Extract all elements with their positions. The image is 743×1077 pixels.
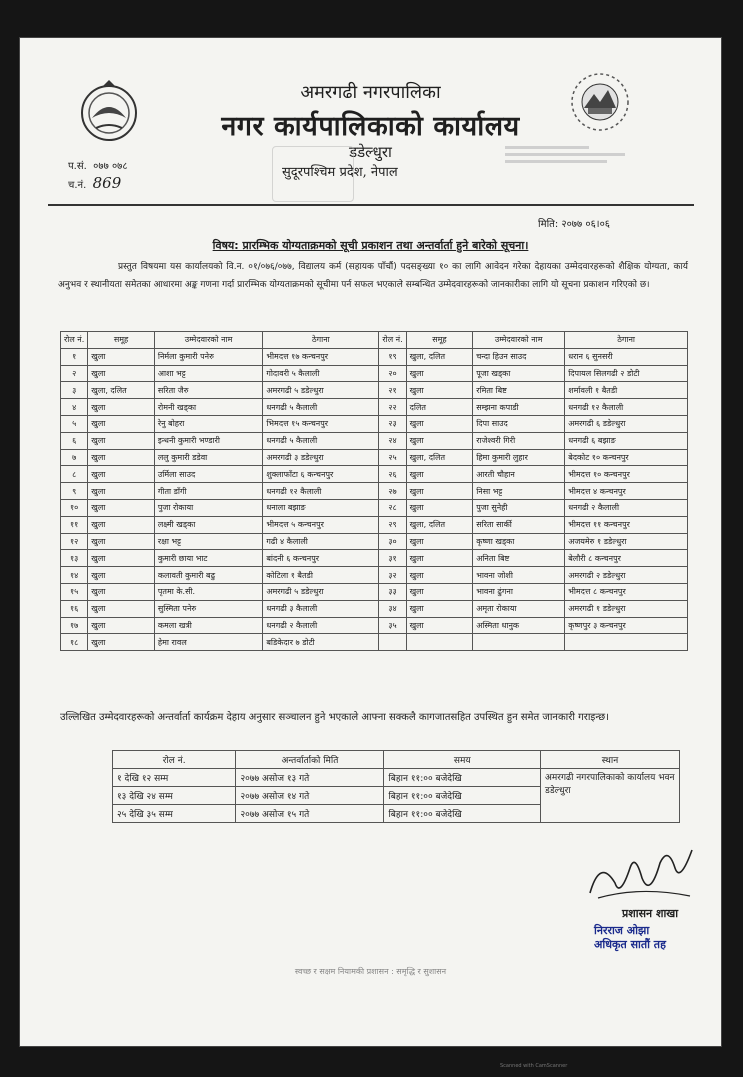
candidate-row — [61, 583, 688, 600]
cell-candidate-name: राजेश्वरी गिरी — [473, 432, 565, 449]
cell-roll-number: १५ — [61, 583, 88, 600]
cell-address — [565, 634, 688, 651]
header-roll: रोल नं. — [61, 332, 88, 349]
notice-paragraph: प्रस्तुत विषयमा यस कार्यालयको वि.न. ०१/०७६/०७७, विद्यालय कर्म (सहायक पाँचौं) पदसङ्ख्या १० का लागि आवेदन गरेका देहायका उम्मेदवारहरूको शैक्षिक योग्यता, कार्य अनुभव र स्थानीयता समेतका आधारमा अङ्क गणना गर्दा प्रारम्भिक योग्यताक्रमको सूचीमा पर्न सफल भएकाले सम्बन्धित उम्मेदवारहरूको जानकारीका लागि यो सूचना प्रकाशन गरिएको छ। — [58, 262, 688, 290]
cell-address: धनगढी २ कैलाली — [565, 499, 688, 516]
cell-roll-number: १२ — [61, 533, 88, 550]
cell-group: खुला — [406, 617, 473, 634]
ps-value: ०७७ ०७८ — [93, 161, 128, 172]
cell-roll-number: ९ — [61, 483, 88, 500]
cell-address: गोदावरी ५ कैलाली — [263, 365, 379, 382]
scanned-document-page — [20, 38, 721, 1069]
cell-roll-number: १० — [61, 499, 88, 516]
cell-group: खुला — [88, 583, 155, 600]
cell-group: खुला, दलित — [406, 516, 473, 533]
cell-group: खुला — [406, 432, 473, 449]
header-roll: रोल नं. — [379, 332, 406, 349]
schedule-header-venue: स्थान — [541, 751, 680, 769]
cell-group: खुला — [406, 365, 473, 382]
signatory-title: अधिकृत सातौं तह — [594, 938, 666, 951]
cell-address: भिमदत्त १५ कन्चनपुर — [263, 415, 379, 432]
interview-schedule-table — [112, 750, 680, 823]
cell-candidate-name: ललु कुमारी डडेवा — [154, 449, 262, 466]
cell-address: अजयमेरु १ डडेल्धुरा — [565, 533, 688, 550]
cell-roll-number: २९ — [379, 516, 406, 533]
schedule-header — [113, 751, 680, 769]
cell-roll-number: ७ — [61, 449, 88, 466]
cell-group: खुला — [406, 382, 473, 399]
cell-candidate-name: सरिता सार्की — [473, 516, 565, 533]
header-group: समूह — [88, 332, 155, 349]
cell-roll-number: १८ — [61, 634, 88, 651]
cell-roll-number: २६ — [379, 466, 406, 483]
schedule-header-date: अन्तर्वार्ताको मिति — [236, 751, 384, 769]
cell-address: अमरगढी ५ डडेल्धुरा — [263, 583, 379, 600]
cell-group: खुला — [88, 415, 155, 432]
schedule-row — [113, 769, 680, 787]
cell-address: धनगढी ५ कैलाली — [263, 432, 379, 449]
cell-address: बेलौरी ८ कन्चनपुर — [565, 550, 688, 567]
cell-address: दिपायल सिलगढी २ डोटी — [565, 365, 688, 382]
cell-candidate-name: निसा भट्ट — [473, 483, 565, 500]
cell-candidate-name: सुस्मिता पनेरु — [154, 600, 262, 617]
cell-group: खुला — [406, 533, 473, 550]
cell-roll-number: ३ — [61, 382, 88, 399]
cell-roll-number: ३३ — [379, 583, 406, 600]
cell-candidate-name: रक्षा भट्ट — [154, 533, 262, 550]
candidate-row — [61, 365, 688, 382]
cell-candidate-name: अस्मिता धानुक — [473, 617, 565, 634]
cell-group: खुला, दलित — [406, 449, 473, 466]
candidate-table — [60, 331, 688, 651]
document-date: मिति: २०७७ ०६।०६ — [538, 219, 610, 230]
cell-address: बेदकोट १० कन्चनपुर — [565, 449, 688, 466]
candidate-row — [61, 600, 688, 617]
cell-address: धनगढी ३ कैलाली — [263, 600, 379, 617]
cell-group: खुला — [406, 567, 473, 584]
cell-group: खुला — [88, 449, 155, 466]
schedule-roll: १३ देखि २४ सम्म — [113, 787, 236, 805]
cell-roll-number: ६ — [61, 432, 88, 449]
cell-candidate-name: पुजा सुनेही — [473, 499, 565, 516]
cell-candidate-name: अनिता बिष्ट — [473, 550, 565, 567]
cell-address: बांदनी ६ कन्चनपुर — [263, 550, 379, 567]
candidate-row — [61, 499, 688, 516]
ps-label: प.सं. — [68, 161, 87, 172]
candidate-row — [61, 466, 688, 483]
handwritten-signature — [580, 838, 700, 908]
cell-address: भीमदत्त ११ कन्चनपुर — [565, 516, 688, 533]
contact-block-faint — [505, 142, 625, 172]
candidate-row — [61, 634, 688, 651]
cell-group: दलित — [406, 399, 473, 416]
cell-roll-number: १७ — [61, 617, 88, 634]
cell-candidate-name: आशा भट्ट — [154, 365, 262, 382]
cell-candidate-name: सम्झना कपाडी — [473, 399, 565, 416]
cell-roll-number — [379, 634, 406, 651]
candidate-row — [61, 483, 688, 500]
cn-value: 869 — [92, 174, 122, 192]
candidate-row — [61, 348, 688, 365]
office-stamp — [272, 146, 354, 202]
interview-note: उल्लिखित उम्मेदवारहरूको अन्तर्वार्ता कार्यक्रम देहाय अनुसार सञ्चालन हुने भएकाले आफ्ना सक्कलै कागजातसहित उपस्थित हुन समेत जानकारी गराइन्छ। — [60, 712, 609, 723]
candidate-row — [61, 399, 688, 416]
cell-address: भीमदत्त १७ कन्चनपुर — [263, 348, 379, 365]
office-place: डडेल्धुरा — [349, 143, 392, 161]
cell-address: गढी ४ कैलाली — [263, 533, 379, 550]
cell-candidate-name: इन्धनी कुमारी भण्डारी — [154, 432, 262, 449]
municipality-name: अमरगढी नगरपालिका — [300, 82, 441, 103]
candidate-row — [61, 432, 688, 449]
cell-candidate-name: हिमा कुमारी लुहार — [473, 449, 565, 466]
schedule-header-time: समय — [384, 751, 541, 769]
cell-roll-number: ५ — [61, 415, 88, 432]
header-rule — [48, 204, 694, 206]
cell-group: खुला, दलित — [88, 382, 155, 399]
cell-group: खुला — [88, 567, 155, 584]
cell-group: खुला, दलित — [406, 348, 473, 365]
schedule-venue: अमरगढी नगरपालिकाको कार्यालय भवन डडेल्धुरा — [541, 769, 680, 823]
cell-group: खुला — [88, 399, 155, 416]
signatory-stamp — [594, 924, 666, 952]
candidate-row — [61, 382, 688, 399]
schedule-roll: २५ देखि ३५ सम्म — [113, 805, 236, 823]
cell-roll-number: २ — [61, 365, 88, 382]
candidate-row — [61, 617, 688, 634]
cell-address: धनगढी ६ बझाङ — [565, 432, 688, 449]
cell-candidate-name: भावना जोशी — [473, 567, 565, 584]
cell-roll-number: ३४ — [379, 600, 406, 617]
cell-group: खुला — [406, 499, 473, 516]
cell-address: भीमदत्त १० कन्चनपुर — [565, 466, 688, 483]
cell-address: कोटिला १ बैतडी — [263, 567, 379, 584]
cell-address: धरान ६ सुनसरी — [565, 348, 688, 365]
schedule-roll: १ देखि १२ सम्म — [113, 769, 236, 787]
cell-roll-number: २३ — [379, 415, 406, 432]
cell-address: बडिकेदार ७ डोटी — [263, 634, 379, 651]
cell-roll-number: १४ — [61, 567, 88, 584]
notice-subject: विषय: प्रारम्भिक योग्यताक्रमको सूची प्रकाशन तथा अन्तर्वार्ता हुने बारेको सूचना। — [212, 239, 529, 252]
cell-group: खुला — [406, 583, 473, 600]
candidate-row — [61, 533, 688, 550]
cell-roll-number: २५ — [379, 449, 406, 466]
cell-address: अमरगढी १ डडेल्धुरा — [565, 600, 688, 617]
office-name: नगर कार्यपालिकाको कार्यालय — [221, 111, 520, 142]
cell-group: खुला — [88, 600, 155, 617]
schedule-date: २०७७ असोज १५ गते — [236, 805, 384, 823]
schedule-time: बिहान ११:०० बजेदेखि — [384, 805, 541, 823]
cell-candidate-name: कृष्णा खड्का — [473, 533, 565, 550]
cell-address: धनगढी १२ कैलाली — [263, 483, 379, 500]
schedule-time: बिहान ११:०० बजेदेखि — [384, 769, 541, 787]
candidate-row — [61, 550, 688, 567]
candidate-row — [61, 415, 688, 432]
header-name: उम्मेदवारको नाम — [473, 332, 565, 349]
cell-candidate-name: आरती चौहान — [473, 466, 565, 483]
cell-roll-number: ३१ — [379, 550, 406, 567]
cell-candidate-name: सरिता जैरु — [154, 382, 262, 399]
cell-roll-number: १ — [61, 348, 88, 365]
cell-candidate-name: उर्मिला साउद — [154, 466, 262, 483]
header-group: समूह — [406, 332, 473, 349]
cell-group: खुला — [406, 466, 473, 483]
cell-roll-number: ११ — [61, 516, 88, 533]
cell-roll-number: २७ — [379, 483, 406, 500]
cell-candidate-name: अमृता रोकाया — [473, 600, 565, 617]
cell-roll-number: ३५ — [379, 617, 406, 634]
header-name: उम्मेदवारको नाम — [154, 332, 262, 349]
cell-candidate-name: लक्ष्मी खड्का — [154, 516, 262, 533]
cell-candidate-name: कलावती कुमारी बढु — [154, 567, 262, 584]
cell-group: खुला — [88, 483, 155, 500]
schedule-header-roll: रोल नं. — [113, 751, 236, 769]
cell-address: धनगढी ५ कैलाली — [263, 399, 379, 416]
cell-candidate-name: निर्मला कुमारी पनेरु — [154, 348, 262, 365]
cell-candidate-name: दिपा साउद — [473, 415, 565, 432]
cell-group: खुला — [406, 550, 473, 567]
cell-group: खुला — [88, 432, 155, 449]
candidate-row — [61, 449, 688, 466]
schedule-date: २०७७ असोज १४ गते — [236, 787, 384, 805]
cell-address: अमरगढी ६ डडेल्धुरा — [565, 415, 688, 432]
cell-roll-number: २४ — [379, 432, 406, 449]
cell-roll-number: ३० — [379, 533, 406, 550]
cell-group: खुला — [88, 348, 155, 365]
document-footer-slogan: स्वच्छ र सक्षम नियामकी प्रशासन : समृद्धि र सुशासन — [294, 967, 447, 976]
cell-group: खुला — [88, 550, 155, 567]
cell-address: धनगढी २ कैलाली — [263, 617, 379, 634]
cell-address: अमरगढी ५ डडेल्धुरा — [263, 382, 379, 399]
signatory-name: निरराज ओझा — [594, 924, 650, 937]
cell-candidate-name: कुमारी छाया भाट — [154, 550, 262, 567]
candidate-table-header — [61, 332, 688, 349]
cell-candidate-name: गीता डाँगी — [154, 483, 262, 500]
cell-roll-number: ३२ — [379, 567, 406, 584]
cell-candidate-name: हेमा रावल — [154, 634, 262, 651]
cell-group: खुला — [88, 516, 155, 533]
cell-candidate-name: पूजा खड्का — [473, 365, 565, 382]
cell-candidate-name — [473, 634, 565, 651]
candidate-row — [61, 516, 688, 533]
cell-group — [406, 634, 473, 651]
cell-candidate-name: कमला खत्री — [154, 617, 262, 634]
cell-candidate-name: चन्दा हिउन साउद — [473, 348, 565, 365]
cell-candidate-name: पुजा रोकाया — [154, 499, 262, 516]
cell-group: खुला — [406, 600, 473, 617]
cell-address: अमरगढी २ डडेल्धुरा — [565, 567, 688, 584]
cell-roll-number: १९ — [379, 348, 406, 365]
cell-group: खुला — [88, 466, 155, 483]
cell-group: खुला — [88, 499, 155, 516]
office-province: सुदूरपश्चिम प्रदेश, नेपाल — [282, 165, 398, 180]
cell-address: शुक्लाफाँटा ६ कन्चनपुर — [263, 466, 379, 483]
cell-candidate-name: रेनु बोहरा — [154, 415, 262, 432]
cell-roll-number: १६ — [61, 600, 88, 617]
cell-roll-number: ४ — [61, 399, 88, 416]
cell-address: धनगढी १२ कैलाली — [565, 399, 688, 416]
cell-candidate-name: रमिता बिष्ट — [473, 382, 565, 399]
cell-group: खुला — [406, 483, 473, 500]
schedule-date: २०७७ असोज १३ गते — [236, 769, 384, 787]
scanner-watermark: Scanned with CamScanner — [500, 1063, 568, 1069]
cell-roll-number: १३ — [61, 550, 88, 567]
cell-group: खुला — [88, 617, 155, 634]
cell-address: भीमदत्त ८ कन्चनपुर — [565, 583, 688, 600]
candidate-row — [61, 567, 688, 584]
cell-roll-number: २० — [379, 365, 406, 382]
cell-address: भीमदत्त ४ कन्चनपुर — [565, 483, 688, 500]
candidate-table-body — [61, 348, 688, 650]
cell-candidate-name: रोमनी खड्का — [154, 399, 262, 416]
cell-roll-number: २८ — [379, 499, 406, 516]
cell-address: कृष्णपुर ३ कन्चनपुर — [565, 617, 688, 634]
cell-address: अमरगढी ३ डडेल्धुरा — [263, 449, 379, 466]
cell-roll-number: २१ — [379, 382, 406, 399]
cell-group: खुला — [88, 634, 155, 651]
signatory-branch: प्रशासन शाखा — [622, 907, 679, 920]
cell-candidate-name: भावना ढुंगना — [473, 583, 565, 600]
cell-address: भीमदत्त ५ कन्चनपुर — [263, 516, 379, 533]
cell-group: खुला — [88, 533, 155, 550]
schedule-time: बिहान ११:०० बजेदेखि — [384, 787, 541, 805]
cell-roll-number: २२ — [379, 399, 406, 416]
reference-numbers — [68, 158, 128, 194]
header-address: ठेगाना — [263, 332, 379, 349]
cell-address: शर्मावली १ बैतडी — [565, 382, 688, 399]
header-address: ठेगाना — [565, 332, 688, 349]
cell-group: खुला — [406, 415, 473, 432]
cell-group: खुला — [88, 365, 155, 382]
cn-label: च.नं. — [68, 180, 87, 191]
cell-candidate-name: पृतमा के.सी. — [154, 583, 262, 600]
cell-roll-number: ८ — [61, 466, 88, 483]
cell-address: धनाला बझाङ — [263, 499, 379, 516]
